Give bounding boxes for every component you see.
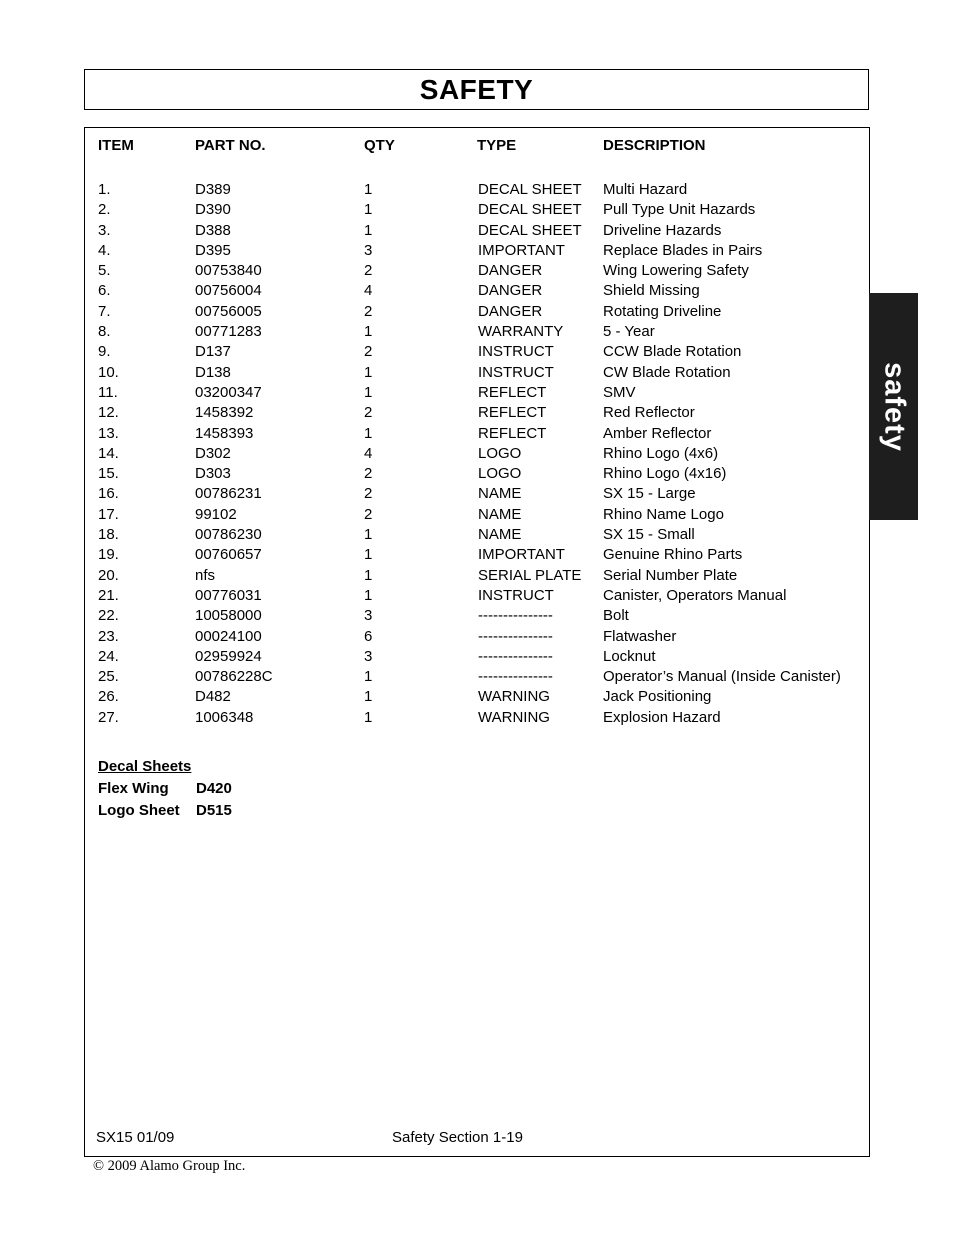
table-row	[98, 464, 858, 484]
table-row	[98, 627, 858, 647]
cell-description: SMV	[603, 383, 636, 401]
cell-type: DANGER	[478, 282, 543, 300]
cell-item: 3.	[98, 221, 111, 239]
cell-part-no: D482	[195, 688, 231, 706]
cell-type: REFLECT	[478, 404, 547, 422]
page-title-box	[84, 69, 869, 110]
table-row	[98, 281, 858, 301]
table-row	[98, 687, 858, 707]
cell-part-no: 03200347	[195, 383, 262, 401]
cell-description: Locknut	[603, 647, 656, 665]
cell-description: 5 - Year	[603, 323, 655, 341]
cell-type: DECAL SHEET	[478, 221, 582, 239]
cell-item: 10.	[98, 363, 119, 381]
cell-item: 17.	[98, 505, 119, 523]
table-row	[98, 606, 858, 626]
cell-part-no: 1458392	[195, 404, 254, 422]
table-row	[98, 424, 858, 444]
cell-item: 6.	[98, 282, 111, 300]
cell-type: SERIAL PLATE	[478, 566, 582, 584]
cell-qty: 1	[364, 221, 373, 239]
cell-description: Operator’s Manual (Inside Canister)	[603, 668, 841, 686]
cell-type: REFLECT	[478, 424, 547, 442]
decal-sheet-label: Flex Wing	[98, 780, 169, 797]
table-row	[98, 586, 858, 606]
cell-item: 5.	[98, 262, 111, 280]
table-row	[98, 647, 858, 667]
cell-type: IMPORTANT	[478, 241, 565, 259]
decal-sheet-code: D515	[196, 802, 232, 819]
decal-sheet-code: D420	[196, 780, 232, 797]
cell-item: 26.	[98, 688, 119, 706]
cell-type: INSTRUCT	[478, 586, 554, 604]
cell-qty: 4	[364, 282, 373, 300]
cell-part-no: 1458393	[195, 424, 254, 442]
cell-part-no: 00786228C	[195, 668, 273, 686]
cell-description: Bolt	[603, 607, 629, 625]
cell-item: 22.	[98, 607, 119, 625]
cell-qty: 3	[364, 647, 373, 665]
cell-item: 12.	[98, 404, 119, 422]
cell-description: Explosion Hazard	[603, 708, 721, 726]
header-qty: QTY	[364, 137, 395, 154]
cell-type: DANGER	[478, 262, 543, 280]
table-row	[98, 667, 858, 687]
cell-part-no: D137	[195, 343, 231, 361]
cell-item: 19.	[98, 546, 119, 564]
table-row	[98, 322, 858, 342]
cell-description: Rotating Driveline	[603, 302, 722, 320]
cell-description: Flatwasher	[603, 627, 677, 645]
decal-sheet-label: Logo Sheet	[98, 802, 180, 819]
cell-qty: 2	[364, 404, 373, 422]
cell-description: Shield Missing	[603, 282, 700, 300]
table-row	[98, 545, 858, 565]
table-row	[98, 342, 858, 362]
cell-qty: 2	[364, 485, 373, 503]
cell-item: 15.	[98, 465, 119, 483]
parts-table	[98, 136, 858, 728]
cell-description: Driveline Hazards	[603, 221, 722, 239]
cell-qty: 3	[364, 607, 373, 625]
cell-description: Canister, Operators Manual	[603, 586, 787, 604]
cell-item: 23.	[98, 627, 119, 645]
cell-part-no: 00753840	[195, 262, 262, 280]
copyright: © 2009 Alamo Group Inc.	[93, 1158, 246, 1174]
cell-description: Pull Type Unit Hazards	[603, 201, 756, 219]
cell-qty: 1	[364, 526, 373, 544]
cell-description: Rhino Name Logo	[603, 505, 724, 523]
cell-item: 16.	[98, 485, 119, 503]
cell-qty: 2	[364, 343, 373, 361]
cell-description: Multi Hazard	[603, 181, 688, 198]
cell-description: SX 15 - Large	[603, 485, 696, 503]
cell-qty: 1	[364, 363, 373, 381]
header-part-no: PART NO.	[195, 137, 266, 154]
cell-part-no: 00771283	[195, 323, 262, 341]
page-title: SAFETY	[419, 73, 534, 105]
cell-type: LOGO	[478, 465, 522, 483]
cell-description: Rhino Logo (4x6)	[603, 444, 719, 462]
cell-item: 7.	[98, 302, 111, 320]
cell-qty: 1	[364, 708, 373, 726]
cell-qty: 4	[364, 444, 373, 462]
cell-part-no: 00776031	[195, 586, 262, 604]
cell-part-no: nfs	[195, 566, 216, 584]
table-row	[98, 525, 858, 545]
cell-qty: 2	[364, 465, 373, 483]
cell-qty: 1	[364, 201, 373, 219]
cell-item: 4.	[98, 241, 111, 259]
cell-qty: 1	[364, 323, 373, 341]
cell-description: CCW Blade Rotation	[603, 343, 742, 361]
table-row	[98, 566, 858, 586]
cell-description: Jack Positioning	[603, 688, 712, 706]
cell-part-no: 02959924	[195, 647, 262, 665]
cell-description: Genuine Rhino Parts	[603, 546, 743, 564]
cell-qty: 1	[364, 566, 373, 584]
cell-part-no: 99102	[195, 505, 237, 523]
cell-qty: 1	[364, 424, 373, 442]
table-row	[98, 363, 858, 383]
cell-item: 18.	[98, 526, 119, 544]
table-row	[98, 708, 858, 728]
cell-description: CW Blade Rotation	[603, 363, 731, 381]
cell-type: NAME	[478, 505, 522, 523]
cell-item: 20.	[98, 566, 119, 584]
cell-qty: 2	[364, 302, 373, 320]
cell-type: NAME	[478, 526, 522, 544]
table-row	[98, 505, 858, 525]
table-row	[98, 484, 858, 504]
cell-qty: 1	[364, 586, 373, 604]
cell-type: WARRANTY	[478, 323, 564, 341]
cell-part-no: D388	[195, 221, 231, 239]
cell-item: 11.	[98, 383, 118, 401]
cell-description: SX 15 - Small	[603, 526, 695, 544]
cell-qty: 1	[364, 668, 373, 686]
cell-qty: 3	[364, 241, 373, 259]
header-item: ITEM	[98, 137, 134, 154]
cell-qty: 1	[364, 383, 373, 401]
cell-type: LOGO	[478, 444, 522, 462]
cell-type: DECAL SHEET	[478, 201, 582, 219]
cell-type: ---------------	[478, 668, 553, 686]
table-row	[98, 180, 858, 200]
cell-description: Rhino Logo (4x16)	[603, 465, 727, 483]
table-row	[98, 302, 858, 322]
cell-item: 2.	[98, 201, 111, 219]
cell-part-no: 00756004	[195, 282, 262, 300]
decal-sheets-title: Decal Sheets	[98, 758, 192, 775]
cell-type: REFLECT	[478, 383, 547, 401]
cell-qty: 6	[364, 627, 373, 645]
cell-qty: 1	[364, 181, 373, 198]
cell-qty: 1	[364, 546, 373, 564]
cell-part-no: D302	[195, 444, 231, 462]
cell-type: NAME	[478, 485, 522, 503]
cell-part-no: 1006348	[195, 708, 254, 726]
cell-description: Wing Lowering Safety	[603, 262, 749, 280]
cell-description: Red Reflector	[603, 404, 695, 422]
cell-part-no: D395	[195, 241, 231, 259]
cell-description: Replace Blades in Pairs	[603, 241, 763, 259]
cell-part-no: 00786231	[195, 485, 262, 503]
cell-description: Amber Reflector	[603, 424, 712, 442]
cell-type: DANGER	[478, 302, 543, 320]
cell-item: 13.	[98, 424, 119, 442]
cell-type: IMPORTANT	[478, 546, 565, 564]
table-row	[98, 221, 858, 241]
cell-type: ---------------	[478, 647, 553, 665]
section-side-tab	[869, 293, 918, 520]
cell-type: INSTRUCT	[478, 343, 554, 361]
cell-part-no: 10058000	[195, 607, 262, 625]
footer-model-date: SX15 01/09	[96, 1129, 175, 1146]
cell-type: ---------------	[478, 607, 553, 625]
cell-qty: 2	[364, 505, 373, 523]
header-type: TYPE	[477, 137, 517, 154]
cell-part-no: 00786230	[195, 526, 262, 544]
footer-section: Safety Section 1-19	[392, 1129, 523, 1146]
cell-part-no: D389	[195, 181, 231, 198]
cell-type: WARNING	[478, 708, 550, 726]
decal-sheet-row	[98, 778, 232, 800]
cell-qty: 2	[364, 262, 373, 280]
table-row	[98, 241, 858, 261]
cell-item: 24.	[98, 647, 119, 665]
cell-part-no: D390	[195, 201, 231, 219]
cell-item: 8.	[98, 323, 111, 341]
table-row	[98, 200, 858, 220]
cell-part-no: 00024100	[195, 627, 262, 645]
cell-item: 21.	[98, 586, 119, 604]
decal-sheets-section	[98, 756, 232, 822]
table-row	[98, 261, 858, 281]
cell-type: ---------------	[478, 627, 553, 645]
cell-part-no: D138	[195, 363, 231, 381]
cell-type: DECAL SHEET	[478, 181, 582, 198]
cell-item: 9.	[98, 343, 111, 361]
header-description: DESCRIPTION	[603, 137, 706, 154]
cell-part-no: D303	[195, 465, 231, 483]
cell-part-no: 00756005	[195, 302, 262, 320]
cell-item: 1.	[98, 181, 111, 198]
decal-sheet-row	[98, 800, 232, 822]
cell-type: INSTRUCT	[478, 363, 554, 381]
side-tab-label: safety	[878, 361, 910, 452]
table-row	[98, 383, 858, 403]
cell-part-no: 00760657	[195, 546, 262, 564]
cell-qty: 1	[364, 688, 373, 706]
table-header	[98, 136, 858, 156]
table-body	[98, 180, 858, 728]
cell-item: 25.	[98, 668, 119, 686]
table-row	[98, 444, 858, 464]
table-row	[98, 403, 858, 423]
cell-description: Serial Number Plate	[603, 566, 738, 584]
cell-item: 14.	[98, 444, 119, 462]
cell-item: 27.	[98, 708, 119, 726]
cell-type: WARNING	[478, 688, 550, 706]
